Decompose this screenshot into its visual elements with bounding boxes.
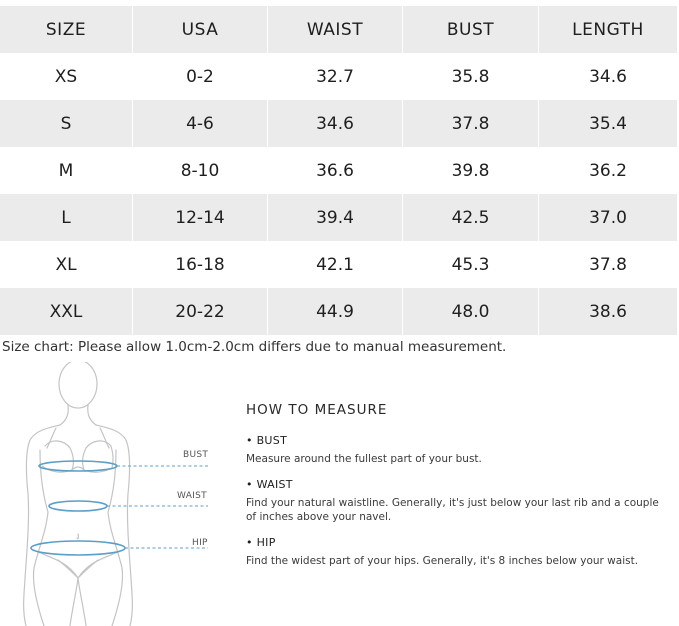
table-cell: L bbox=[0, 194, 133, 241]
table-cell: S bbox=[0, 100, 133, 147]
size-chart-note: Size chart: Please allow 1.0cm-2.0cm differs due to manual measurement. bbox=[2, 339, 507, 355]
column-header-usa: USA bbox=[133, 6, 268, 53]
measure-item-hip bbox=[246, 536, 666, 568]
measure-item-text: Find your natural waistline. Generally, it's just below your last rib and a couple of inches above your navel. bbox=[246, 497, 659, 523]
table-cell: 0-2 bbox=[133, 53, 268, 100]
table-cell: 12-14 bbox=[133, 194, 268, 241]
table-cell: 36.6 bbox=[268, 147, 403, 194]
table-cell: 35.8 bbox=[403, 53, 539, 100]
how-to-measure-section bbox=[0, 362, 679, 626]
how-to-measure-title: HOW TO MEASURE bbox=[246, 402, 388, 418]
table-cell: 42.5 bbox=[403, 194, 539, 241]
column-header-size: SIZE bbox=[0, 6, 133, 53]
hip-label: HIP bbox=[192, 538, 208, 548]
measure-item-text: Find the widest part of your hips. Generally, it's 8 inches below your waist. bbox=[246, 555, 639, 567]
table-cell: M bbox=[0, 147, 133, 194]
waist-label: WAIST bbox=[177, 491, 207, 501]
size-chart-table bbox=[0, 6, 677, 335]
table-row bbox=[0, 147, 677, 194]
table-cell: 37.8 bbox=[539, 241, 677, 288]
table-cell: 32.7 bbox=[268, 53, 403, 100]
table-cell: 20-22 bbox=[133, 288, 268, 335]
measure-item-heading: • WAIST bbox=[246, 478, 293, 491]
measure-item-heading: • BUST bbox=[246, 434, 288, 447]
table-row bbox=[0, 194, 677, 241]
table-cell: 16-18 bbox=[133, 241, 268, 288]
table-cell: 38.6 bbox=[539, 288, 677, 335]
table-cell: 34.6 bbox=[268, 100, 403, 147]
column-header-waist: WAIST bbox=[268, 6, 403, 53]
table-cell: 4-6 bbox=[133, 100, 268, 147]
table-cell: 45.3 bbox=[403, 241, 539, 288]
table-cell: XS bbox=[0, 53, 133, 100]
table-cell: 42.1 bbox=[268, 241, 403, 288]
measure-item-waist bbox=[246, 478, 666, 524]
table-cell: 37.8 bbox=[403, 100, 539, 147]
table-row bbox=[0, 100, 677, 147]
table-cell: 34.6 bbox=[539, 53, 677, 100]
column-header-length: LENGTH bbox=[539, 6, 677, 53]
table-cell: 37.0 bbox=[539, 194, 677, 241]
waist-measure-line bbox=[49, 501, 107, 511]
table-cell: XL bbox=[0, 241, 133, 288]
how-to-measure-panel bbox=[246, 402, 666, 580]
table-cell: 39.4 bbox=[268, 194, 403, 241]
bust-measure-line bbox=[39, 461, 117, 471]
table-row bbox=[0, 241, 677, 288]
table-row bbox=[0, 288, 677, 335]
table-row bbox=[0, 53, 677, 100]
table-cell: 44.9 bbox=[268, 288, 403, 335]
table-header-row bbox=[0, 6, 677, 53]
bust-label: BUST bbox=[183, 450, 209, 460]
column-header-bust: BUST bbox=[403, 6, 539, 53]
measure-item-text: Measure around the fullest part of your bust. bbox=[246, 453, 482, 465]
table-cell: 39.8 bbox=[403, 147, 539, 194]
hip-measure-line bbox=[31, 541, 125, 555]
table-cell: XXL bbox=[0, 288, 133, 335]
table-cell: 35.4 bbox=[539, 100, 677, 147]
measure-item-heading: • HIP bbox=[246, 536, 276, 549]
measure-item-bust bbox=[246, 434, 666, 466]
table-cell: 8-10 bbox=[133, 147, 268, 194]
table-cell: 36.2 bbox=[539, 147, 677, 194]
table-cell: 48.0 bbox=[403, 288, 539, 335]
